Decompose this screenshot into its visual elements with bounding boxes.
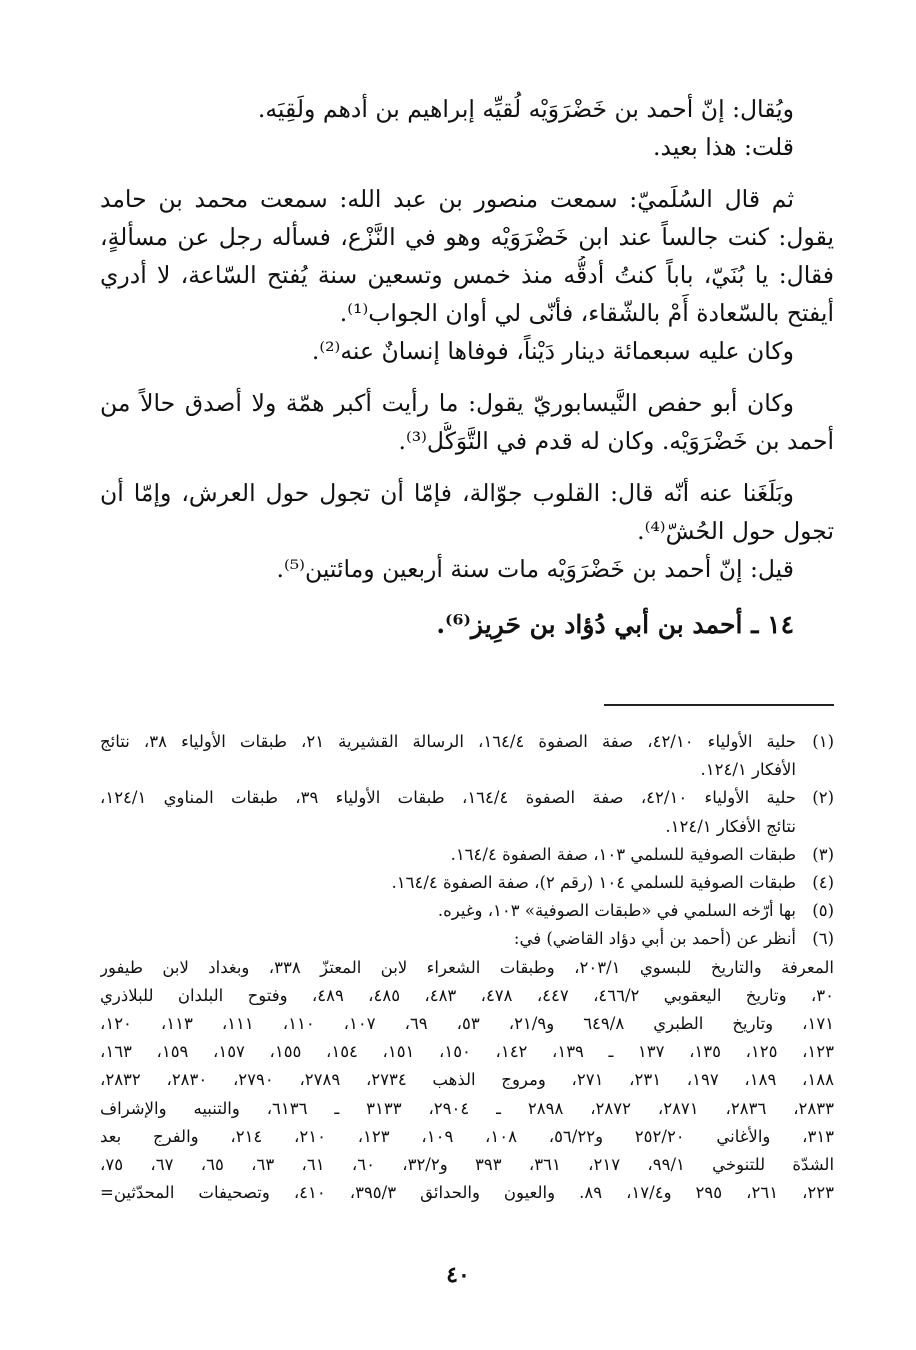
footnote-line: طبقات الصوفية للسلمي ١٠٣، صفة الصفوة ١٦٤/٤. (450, 844, 796, 864)
footnote-line: ٣١٣، والأغاني ٢٥٢/٢٠ و٥٦/٢٢، ١٠٨، ١٠٩، ١٢٣، ٢١٠، ٢١٤، والفرج بعد (100, 1126, 834, 1146)
footnote-line: ١٨٨، ١٨٩، ١٩٧، ٢٣١، ٢٧١، ومروج الذهب ٢٧٣٤، ٢٧٨٩، ٢٧٩٠، ٢٨٣٠، ٢٨٣٢، (100, 1070, 834, 1090)
footnote-number: (٢) (812, 788, 834, 808)
footnote-number: (٤) (812, 873, 834, 893)
main-text (100, 90, 834, 644)
text-line: أحمد بن خَضْرَوَيْه. وكان له قدم في التَّوَكُّل⁽³⁾. (398, 427, 834, 455)
text-line: وكان عليه سبعمائة دينار دَيْناً، فوفاها إنسانٌ عنه⁽²⁾. (311, 337, 794, 365)
footnote-line: ٣٠، وتاريخ اليعقوبي ٤٦٦/٢، ٤٤٧، ٤٧٨، ٤٨٣، ٤٨٥، ٤٨٩، وفتوح البلدان للبلاذري (100, 985, 834, 1005)
footnote-number: (٥) (812, 901, 834, 921)
footnote-2 (100, 784, 834, 840)
text-line: وكان أبو حفص النَّيسابوريّ يقول: ما رأيت أكبر همّة ولا أصدق حالاً من (100, 389, 794, 417)
footnotes (100, 728, 834, 1207)
footnote-5 (100, 897, 834, 925)
footnote-line: ٢٢٣، ٢٦١، ٢٩٥ و١٧/٤، ٨٩. والعيون والحدائق ٣٩٥/٣، ٤١٠، وتصحيفات المحدّثين= (100, 1183, 834, 1203)
footnote-line: المعرفة والتاريخ للبسوي ٢٠٣/١، وطبقات الشعراء لابن المعتزّ ٣٣٨، وبغداد لابن طيفور (100, 957, 834, 977)
footnote-line: ٢٨٣٣، ٢٨٣٦، ٢٨٧١، ٢٨٧٢، ٢٨٩٨ ـ ٢٩٠٤، ٣١٣٣ ـ ٦١٣٦، والتنبيه والإشراف (100, 1098, 834, 1118)
section-heading: ١٤ ـ أحمد بن أبي دُؤاد بن حَرِيز⁽⁶⁾. (436, 610, 794, 639)
footnote-line: بها أرّخه السلمي في «طبقات الصوفية» ١٠٣، وغيره. (437, 901, 796, 921)
footnote-line: طبقات الصوفية للسلمي ١٠٤ (رقم ٢)، صفة الصفوة ١٦٤/٤. (391, 873, 796, 893)
footnote-4 (100, 869, 834, 897)
footnote-separator (604, 704, 834, 706)
text-line: ثم قال السُلَميّ: سمعت منصور بن عبد الله: سمعت محمد بن حامد (100, 185, 794, 213)
text-line: قيل: إنّ أحمد بن خَضْرَوَيْه مات سنة أربعين ومائتين⁽⁵⁾. (276, 555, 794, 583)
text-line: وبَلَغَنا عنه أنّه قال: القلوب جوّالة، فإمّا أن تجول حول العرش، وإمّا أن (100, 479, 794, 507)
footnote-3 (100, 841, 834, 869)
footnote-line: أنظر عن (أحمد بن أبي دؤاد القاضي) في: (513, 929, 796, 949)
text-line: يقول: كنت جالساً عند ابن خَضْرَوَيْه وهو في النَّزْع، فسأله رجل عن مسألةٍ، (100, 223, 834, 251)
page-number: ٤٠ (446, 1262, 470, 1288)
footnote-line: الأفكار ١٢٤/١. (700, 760, 796, 780)
footnote-number: (١) (812, 732, 834, 751)
footnote-6 (100, 925, 834, 953)
footnote-1 (100, 728, 834, 784)
text-line: ويُقال: إنّ أحمد بن خَضْرَوَيْه لُقيِّه إبراهيم بن أدهم ولَقِيَه. (257, 95, 794, 123)
footnote-line: الشدّة للتنوخي ٩٩/١، ٢١٧، ٣٦١، ٣٩٣ و٣٢/٢، ٦٠، ٦١، ٦٣، ٦٥، ٦٧، ٧٥، (100, 1155, 834, 1175)
footnote-line: حلية الأولياء ٤٢/١٠، صفة الصفوة ١٦٤/٤، الرسالة القشيرية ٢١، طبقات الأولياء ٣٨، نتائج (100, 732, 796, 751)
text-line: تجول حول الحُشّ⁽⁴⁾. (637, 517, 834, 545)
footnote-line: حلية الأولياء ٤٢/١٠، صفة الصفوة ١٦٤/٤، طبقات الأولياء ٣٩، طبقات المناوي ١٢٤/١، (100, 788, 796, 808)
footnote-line: نتائج الأفكار ١٢٤/١. (665, 816, 796, 836)
footnote-line: ١٢٣، ١٢٥، ١٣٥، ١٣٧ ـ ١٣٩، ١٤٢، ١٥٠، ١٥١، ١٥٤، ١٥٥، ١٥٧، ١٥٩، ١٦٣، (100, 1042, 834, 1062)
text-line: قلت: هذا بعيد. (653, 133, 794, 161)
footnote-line: ١٧١، وتاريخ الطبري ٦٤٩/٨ و٢١/٩، ٥٣، ٦٩، ١٠٧، ١١٠، ١١١، ١١٣، ١٢٠، (100, 1014, 834, 1034)
footnote-number: (٦) (812, 929, 834, 949)
text-line: أيفتح بالسّعادة أَمْ بالشّقاء، فأنّى لي أوان الجواب⁽¹⁾. (339, 299, 834, 327)
footnote-number: (٣) (812, 844, 834, 864)
text-line: فقال: يا بُنَيّ، باباً كنتُ أدقُّه منذ خمس وتسعين سنة يُفتح السّاعة، لا أدري (100, 261, 834, 289)
